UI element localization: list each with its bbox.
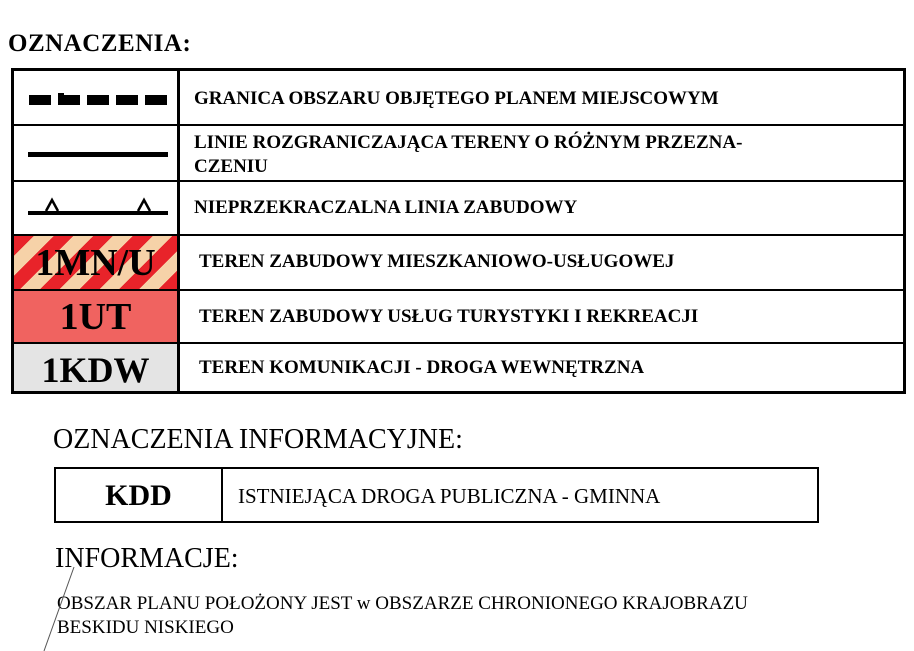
demarcation-line-label-line2: CZENIU <box>194 156 268 177</box>
notes-line1: OBSZAR PLANU POŁOŻONY JEST w OBSZARZE CHRONIONEGO KRAJOBRAZU <box>57 593 748 614</box>
1kdw-symbol <box>14 344 180 391</box>
1kdw-code: 1KDW <box>41 350 150 390</box>
legend-row-demarcation-line <box>14 126 903 182</box>
legend-row-building-line <box>14 182 903 236</box>
1ut-symbol <box>14 291 180 342</box>
legend-row-1mnu <box>14 236 903 291</box>
1kdw-label: TEREN KOMUNIKACJI - DROGA WEWNĘTRZNA <box>199 357 645 378</box>
legend-row-1kdw <box>14 344 903 391</box>
diagonal-line-fragment <box>30 565 80 651</box>
notes-line2: BESKIDU NISKIEGO <box>57 617 234 638</box>
building-line-symbol <box>14 182 180 234</box>
info-table <box>54 467 819 523</box>
1ut-label: TEREN ZABUDOWY USŁUG TURYSTYKI I REKREACJI <box>199 306 699 327</box>
demarcation-line-label-line1: LINIE ROZGRANICZAJĄCA TERENY O RÓŻNYM PRZEZNA- <box>194 132 743 153</box>
dashed-boundary-line-icon <box>14 71 180 124</box>
legend-row-1ut <box>14 291 903 344</box>
kdd-code: KDD <box>56 469 223 521</box>
1mnu-code: 1MN/U <box>35 242 156 284</box>
building-line-label: NIEPRZEKRACZALNA LINIA ZABUDOWY <box>194 197 578 218</box>
1ut-code: 1UT <box>59 296 132 338</box>
plan-boundary-label: GRANICA OBSZARU OBJĘTEGO PLANEM MIEJSCOWYM <box>194 88 719 109</box>
1mnu-label: TEREN ZABUDOWY MIESZKANIOWO-USŁUGOWEJ <box>199 251 675 272</box>
solid-line-icon <box>14 126 180 180</box>
building-line-icon <box>14 182 180 234</box>
notes-title: INFORMACJE: <box>55 543 239 574</box>
legend-title: OZNACZENIA: <box>8 30 192 57</box>
legend-row-plan-boundary <box>14 71 903 126</box>
demarcation-line-label <box>194 131 742 179</box>
legend-table <box>11 68 906 394</box>
notes-text <box>57 592 897 640</box>
demarcation-line-symbol <box>14 126 180 180</box>
info-title: OZNACZENIA INFORMACYJNE: <box>53 424 463 455</box>
1mnu-symbol <box>14 236 180 289</box>
plan-boundary-symbol <box>14 71 180 124</box>
kdd-label: ISTNIEJĄCA DROGA PUBLICZNA - GMINNA <box>238 484 661 508</box>
